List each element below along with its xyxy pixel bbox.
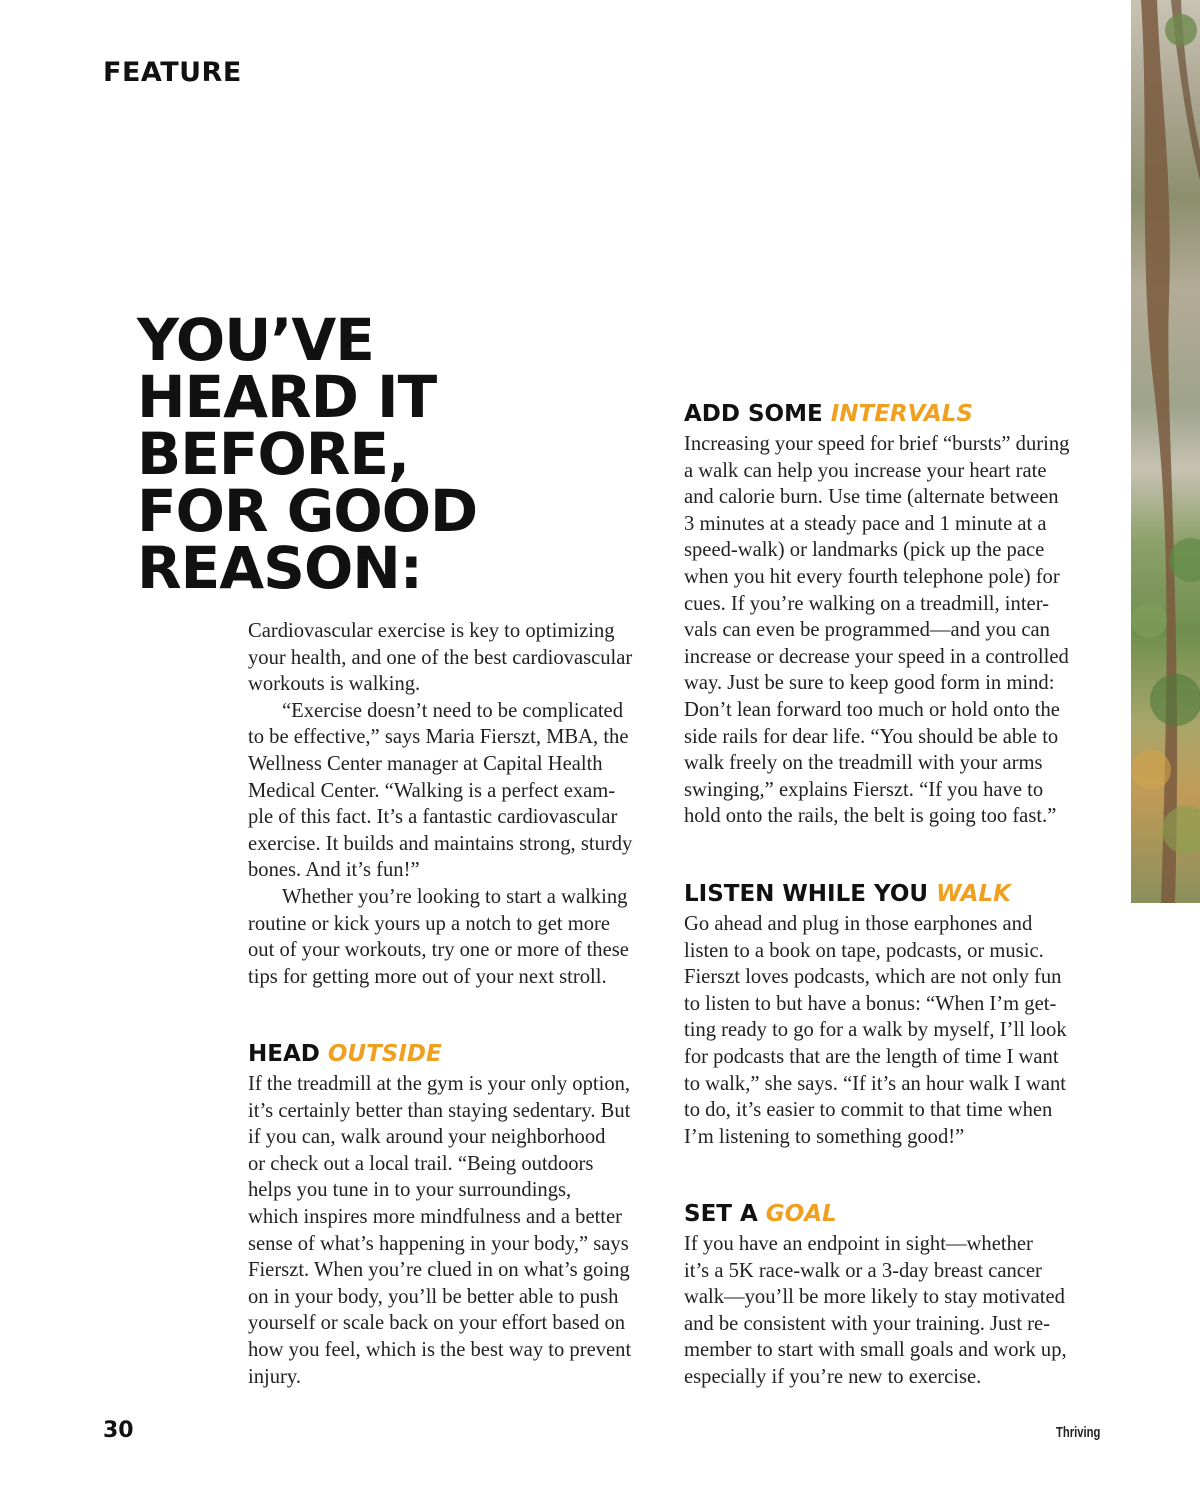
magazine-brand: Thriving [1056,1424,1101,1441]
subhead-plain: SET A [684,1201,766,1227]
page-number: 30 [103,1418,134,1443]
intro-line: exercise. It builds and maintains strong, sturdy [248,832,633,855]
intro-line: tips for getting more out of your next stroll. [248,965,607,988]
headline-line: REASON: [137,534,422,602]
body-line: cues. If you’re walking on a treadmill, inter- [684,592,1049,615]
intro-line: ple of this fact. It’s a fantastic cardiovascular [248,806,618,829]
body-line: If the treadmill at the gym is your only option, [248,1073,631,1095]
body-line: way. Just be sure to keep good form in mind: [684,672,1055,695]
body-line: walk freely on the treadmill with your arms [684,752,1043,775]
body-line: on in your body, you’ll be better able to push [248,1285,619,1308]
section-label: FEATURE [103,57,242,88]
headline [137,306,557,602]
body-line: it’s a 5K race-walk or a 3-day breast cancer [684,1259,1042,1282]
intro-line: Cardiovascular exercise is key to optimizing [248,620,615,642]
headline-line: FOR GOOD [137,477,478,545]
subhead-accent: WALK [936,881,1011,907]
body-line: Fierszt. When you’re clued in on what’s going [248,1259,630,1282]
subhead-set-a-goal [684,1200,837,1228]
intro-line: out of your workouts, try one or more of these [248,939,629,962]
intro-line: “Exercise doesn’t need to be complicated [282,699,623,722]
body-line: for podcasts that are the length of time I want [684,1045,1059,1068]
body-line: I’m listening to something good!” [684,1125,965,1148]
body-line: walk—you’ll be more likely to stay motivated [684,1286,1065,1309]
body-line: 3 minutes at a steady pace and 1 minute at a [684,512,1047,535]
walk-text [684,911,1096,1150]
body-line: it’s certainly better than staying sedentary. But [248,1099,631,1122]
body-line: especially if you’re new to exercise. [684,1365,982,1388]
body-line: Go ahead and plug in those earphones and [684,913,1033,935]
body-line: side rails for dear life. “You should be able to [684,725,1059,748]
body-line: increase or decrease your speed in a controlled [684,645,1069,668]
subhead-add-some-intervals [684,400,973,428]
body-line: a walk can help you increase your heart rate [684,459,1047,482]
intro-line: routine or kick yours up a notch to get more [248,912,611,935]
intro-line: Medical Center. “Walking is a perfect exam- [248,779,616,802]
headline-line: HEARD IT [137,363,437,431]
body-line: to listen to but have a bonus: “When I’m get- [684,992,1057,1015]
body-line: helps you tune in to your surroundings, [248,1179,572,1202]
body-line: speed-walk) or landmarks (pick up the pace [684,539,1045,562]
intro-line: Whether you’re looking to start a walking [282,885,628,908]
intro-line: bones. And it’s fun!” [248,859,420,882]
headline-line: YOU’VE [137,306,374,374]
intro-line: your health, and one of the best cardiovascular [248,646,633,669]
body-line: which inspires more mindfulness and a better [248,1205,623,1228]
subhead-plain: HEAD [248,1041,328,1067]
subhead-head-outside [248,1040,442,1068]
body-line: injury. [248,1365,302,1388]
body-line: if you can, walk around your neighborhood [248,1126,606,1149]
subhead-accent: GOAL [765,1201,837,1227]
body-line: Fierszt loves podcasts, which are not only fun [684,966,1062,989]
intro-line: Wellness Center manager at Capital Health [248,752,603,775]
subhead-listen-while-you-walk [684,880,1011,908]
body-line: listen to a book on tape, podcasts, or music. [684,939,1044,962]
body-line: or check out a local trail. “Being outdoors [248,1152,594,1175]
body-line: to do, it’s easier to commit to that time when [684,1099,1053,1122]
subhead-plain: ADD SOME [684,401,831,427]
intro-line: workouts is walking. [248,673,421,696]
headline-line: BEFORE, [137,420,410,488]
body-line: how you feel, which is the best way to prevent [248,1338,632,1361]
tree-photo [1131,0,1200,903]
goal-text [684,1231,1096,1391]
body-line: swinging,” explains Fierszt. “If you have to [684,778,1044,801]
outside-text [248,1071,660,1390]
body-line: and be consistent with your training. Just re- [684,1312,1051,1335]
body-line: member to start with small goals and work up, [684,1339,1067,1362]
subhead-accent: INTERVALS [830,401,973,427]
subhead-accent: OUTSIDE [327,1041,442,1067]
body-line: yourself or scale back on your effort based on [248,1312,626,1335]
body-line: hold onto the rails, the belt is going too fast.” [684,805,1057,828]
body-line: and calorie burn. Use time (alternate between [684,486,1059,509]
body-line: If you have an endpoint in sight—whether [684,1233,1033,1255]
subhead-plain: LISTEN WHILE YOU [684,881,937,907]
body-line: ting ready to go for a walk by myself, I’ll look [684,1019,1067,1042]
body-line: sense of what’s happening in your body,” says [248,1232,629,1255]
body-line: Increasing your speed for brief “bursts” during [684,433,1070,455]
body-line: vals can even be programmed—and you can [684,619,1050,642]
intervals-text [684,431,1096,830]
intro-text [248,618,660,990]
intro-line: to be effective,” says Maria Fierszt, MBA, the [248,726,629,749]
body-line: to walk,” she says. “If it’s an hour walk I want [684,1072,1067,1095]
body-line: Don’t lean forward too much or hold onto the [684,698,1060,721]
body-line: when you hit every fourth telephone pole) for [684,565,1060,588]
